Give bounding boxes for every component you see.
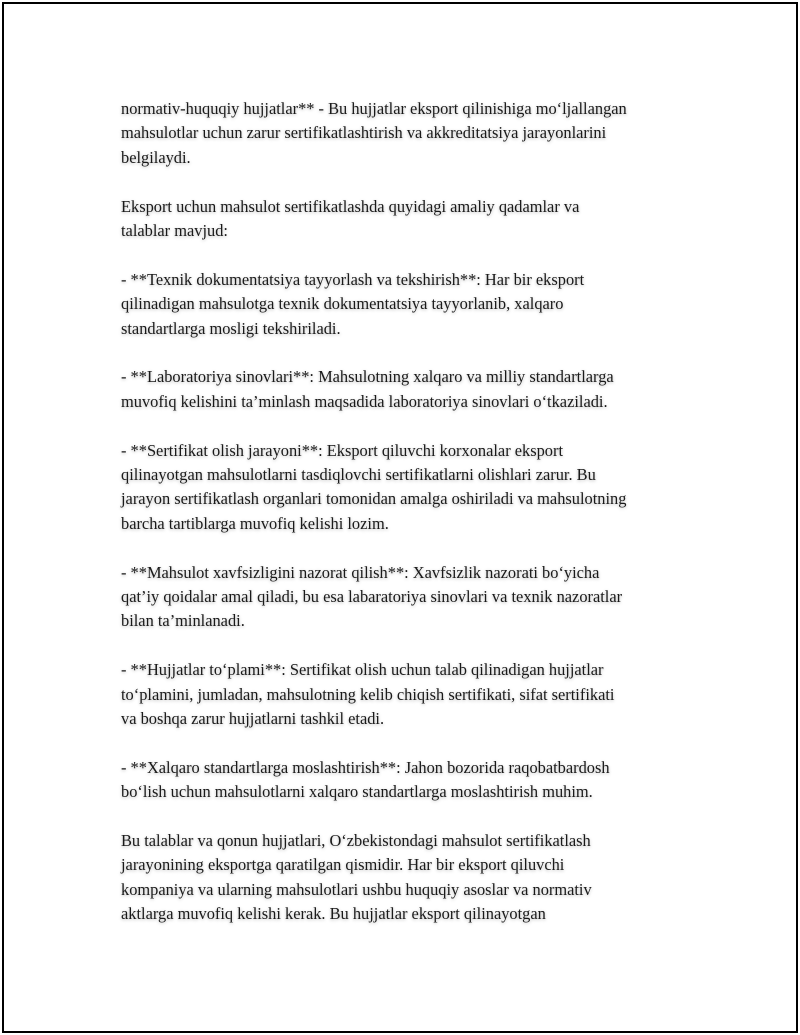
page-body: [121, 97, 721, 951]
list-item-laboratory-tests: - **Laboratoriya sinovlari**: Mahsulotning xalqaro va milliy standartlarga muvofiq kelishini ta’minlash maqsadida laboratoriya sinovlari o‘tkaziladi.: [121, 367, 614, 411]
page-frame: [2, 2, 798, 1033]
list-item-document-package: - **Hujjatlar to‘plami**: Sertifikat olish uchun talab qilinadigan hujjatlar to‘plamini, jumladan, mahsulotning kelib chiqish sertifikati, sifat sertifikati va boshqa zarur hujjatlarni tashkil etadi.: [121, 660, 615, 729]
list-item-technical-documentation: - **Texnik dokumentatsiya tayyorlash va tekshirish**: Har bir eksport qilinadigan mahsulotga texnik dokumentatsiya tayyorlanib, xalqaro standartlarga mosligi tekshiriladi.: [121, 269, 585, 338]
list-item-international-standards: - **Xalqaro standartlarga moslashtirish**: Jahon bozorida raqobatbardosh bo‘lish uchun mahsulotlarni xalqaro standartlarga moslashtirish muhim.: [121, 757, 610, 802]
list-item-safety-control: - **Mahsulot xavfsizligini nazorat qilish**: Xavfsizlik nazorati bo‘yicha qat’iy qoidalar amal qiladi, bu esa labaratoriya sinovlari va texnik nazoratlar bilan ta’minlanadi.: [121, 562, 623, 631]
paragraph-steps-intro: Eksport uchun mahsulot sertifikatlashda quyidagi amaliy qadamlar va talablar mavjud:: [121, 196, 580, 241]
list-item-certificate-process: - **Sertifikat olish jarayoni**: Eksport qiluvchi korxonalar eksport qilinayotgan mahsulotlarni tasdiqlovchi sertifikatlarni olishlari zarur. Bu jarayon sertifikatlash organlari tomonidan amalga oshiriladi va mahsulotning barcha tartiblarga muvofiq kelishi lozim.: [121, 440, 627, 533]
paragraph-conclusion: Bu talablar va qonun hujjatlari, O‘zbekistondagi mahsulot sertifikatlash jarayonining eksportga qaratilgan qismidir. Har bir eksport qiluvchi kompaniya va ularning mahsulotlari ushbu huquqiy asoslar va normativ aktlarga muvofiq kelishi kerak. Bu hujjatlar eksport qilinayotgan: [121, 831, 592, 924]
paragraph-regulatory-intro: normativ-huquqiy hujjatlar** - Bu hujjatlar eksport qilinishiga mo‘ljallangan mahsulotlar uchun zarur sertifikatlashtirish va akkreditatsiya jarayonlarini belgilaydi.: [121, 99, 627, 167]
